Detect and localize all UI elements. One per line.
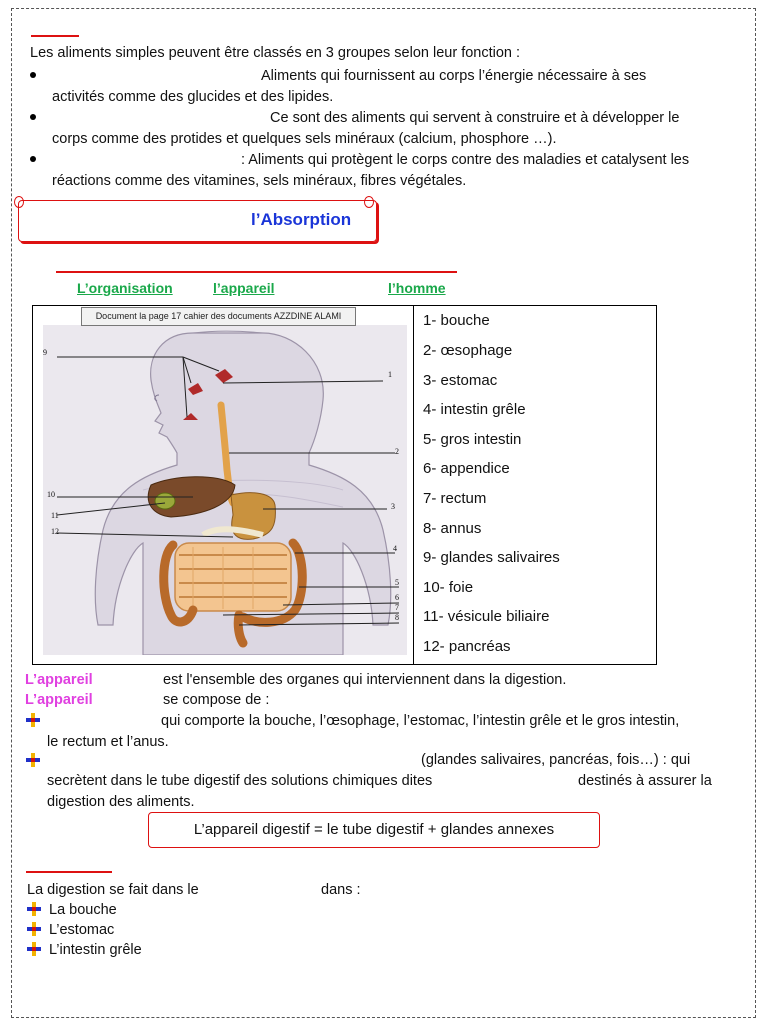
rectum [238,615,243,643]
legend-item: 10- foie [423,579,474,596]
scroll-curl-icon [364,196,374,208]
legend-item: 6- appendice [423,460,510,477]
diagram-number: 9 [43,348,47,357]
digestion-text-b: dans : [321,882,361,898]
legend-item: 3- estomac [423,372,498,389]
diagram-number: 11 [51,511,59,520]
diagram-number: 4 [393,544,397,553]
legend-item: 12- pancréas [423,638,511,655]
appareil-label-2: L’appareil [25,692,93,708]
glandes-line-1: (glandes salivaires, pancréas, fois…) : qui [421,752,691,768]
formula-box: L’appareil digestif = le tube digestif + glandes annexes [148,812,600,848]
plus-bullet-icon [26,713,40,727]
diagram-number: 3 [391,502,395,511]
gallbladder [155,493,175,509]
plus-bullet-icon [27,942,41,956]
tube-digestif-line-2: le rectum et l’anus. [47,734,169,750]
diagram-number: 6 [395,593,399,602]
section-word-2: l’appareil [213,280,275,296]
small-intestine [175,543,291,611]
bullet-dot [30,156,36,162]
bullet-3-line-2: réactions comme des vitamines, sels minéraux, fibres végétales. [52,173,467,189]
title-banner [18,200,377,242]
bullet-1-line-1: Aliments qui fournissent au corps l’énergie nécessaire à ses [261,68,647,84]
plus-bullet-icon [27,922,41,936]
legend-item: 9- glandes salivaires [423,549,560,566]
digestion-item: La bouche [49,902,117,918]
tube-digestif-line-1: qui comporte la bouche, l’œsophage, l’estomac, l’intestin grêle et le gros intestin, [161,713,680,729]
table-divider [413,306,414,664]
legend-item: 4- intestin grêle [423,401,526,418]
definition-text-1: est l'ensemble des organes qui interviennent dans la digestion. [163,672,567,688]
diagram-number: 8 [395,613,399,622]
section-word-1: L’organisation [77,280,173,296]
legend-item: 1- bouche [423,312,490,329]
digestive-system-diagram [43,325,407,655]
diagram-number: 10 [47,490,55,499]
bullet-dot [30,72,36,78]
diagram-number: 12 [51,527,59,536]
digestion-item: L’intestin grêle [49,942,142,958]
legend-item: 11- vésicule biliaire [423,608,550,625]
legend-item: 7- rectum [423,490,487,507]
section-marker [31,35,79,37]
bullet-1-line-2: activités comme des glucides et des lipides. [52,89,334,105]
plus-bullet-icon [26,753,40,767]
appareil-label-1: L’appareil [25,672,93,688]
banner-title: l’Absorption [251,210,352,229]
glandes-line-2a: secrètent dans le tube digestif des solutions chimiques dites [47,773,433,789]
bullet-3-line-1: : Aliments qui protègent le corps contre des maladies et catalysent les [241,152,690,168]
scroll-curl-icon [14,196,24,208]
glandes-line-3: digestion des aliments. [47,794,195,810]
figure-caption: Document la page 17 cahier des documents AZZDINE ALAMI [81,307,356,326]
plus-bullet-icon [27,902,41,916]
diagram-number: 2 [395,447,399,456]
legend-item: 2- œsophage [423,342,513,359]
section-rule [56,271,457,273]
bullet-2-line-1: Ce sont des aliments qui servent à construire et à développer le [270,110,680,126]
digestion-text-a: La digestion se fait dans le [27,882,199,898]
figure-table [32,305,657,665]
section-marker [26,871,112,873]
definition-text-2: se compose de : [163,692,270,708]
diagram-number: 1 [388,370,392,379]
bullet-dot [30,114,36,120]
diagram-number: 5 [395,578,399,587]
intro-heading: Les aliments simples peuvent être classés en 3 groupes selon leur fonction : [30,45,521,61]
bullet-2-line-2: corps comme des protides et quelques sels minéraux (calcium, phosphore …). [52,131,557,147]
digestion-item: L’estomac [49,922,115,938]
glandes-line-2b: destinés à assurer la [578,773,712,789]
legend-item: 8- annus [423,520,482,537]
diagram-number: 7 [395,603,399,612]
section-word-3: l’homme [388,280,446,296]
legend-item: 5- gros intestin [423,431,522,448]
